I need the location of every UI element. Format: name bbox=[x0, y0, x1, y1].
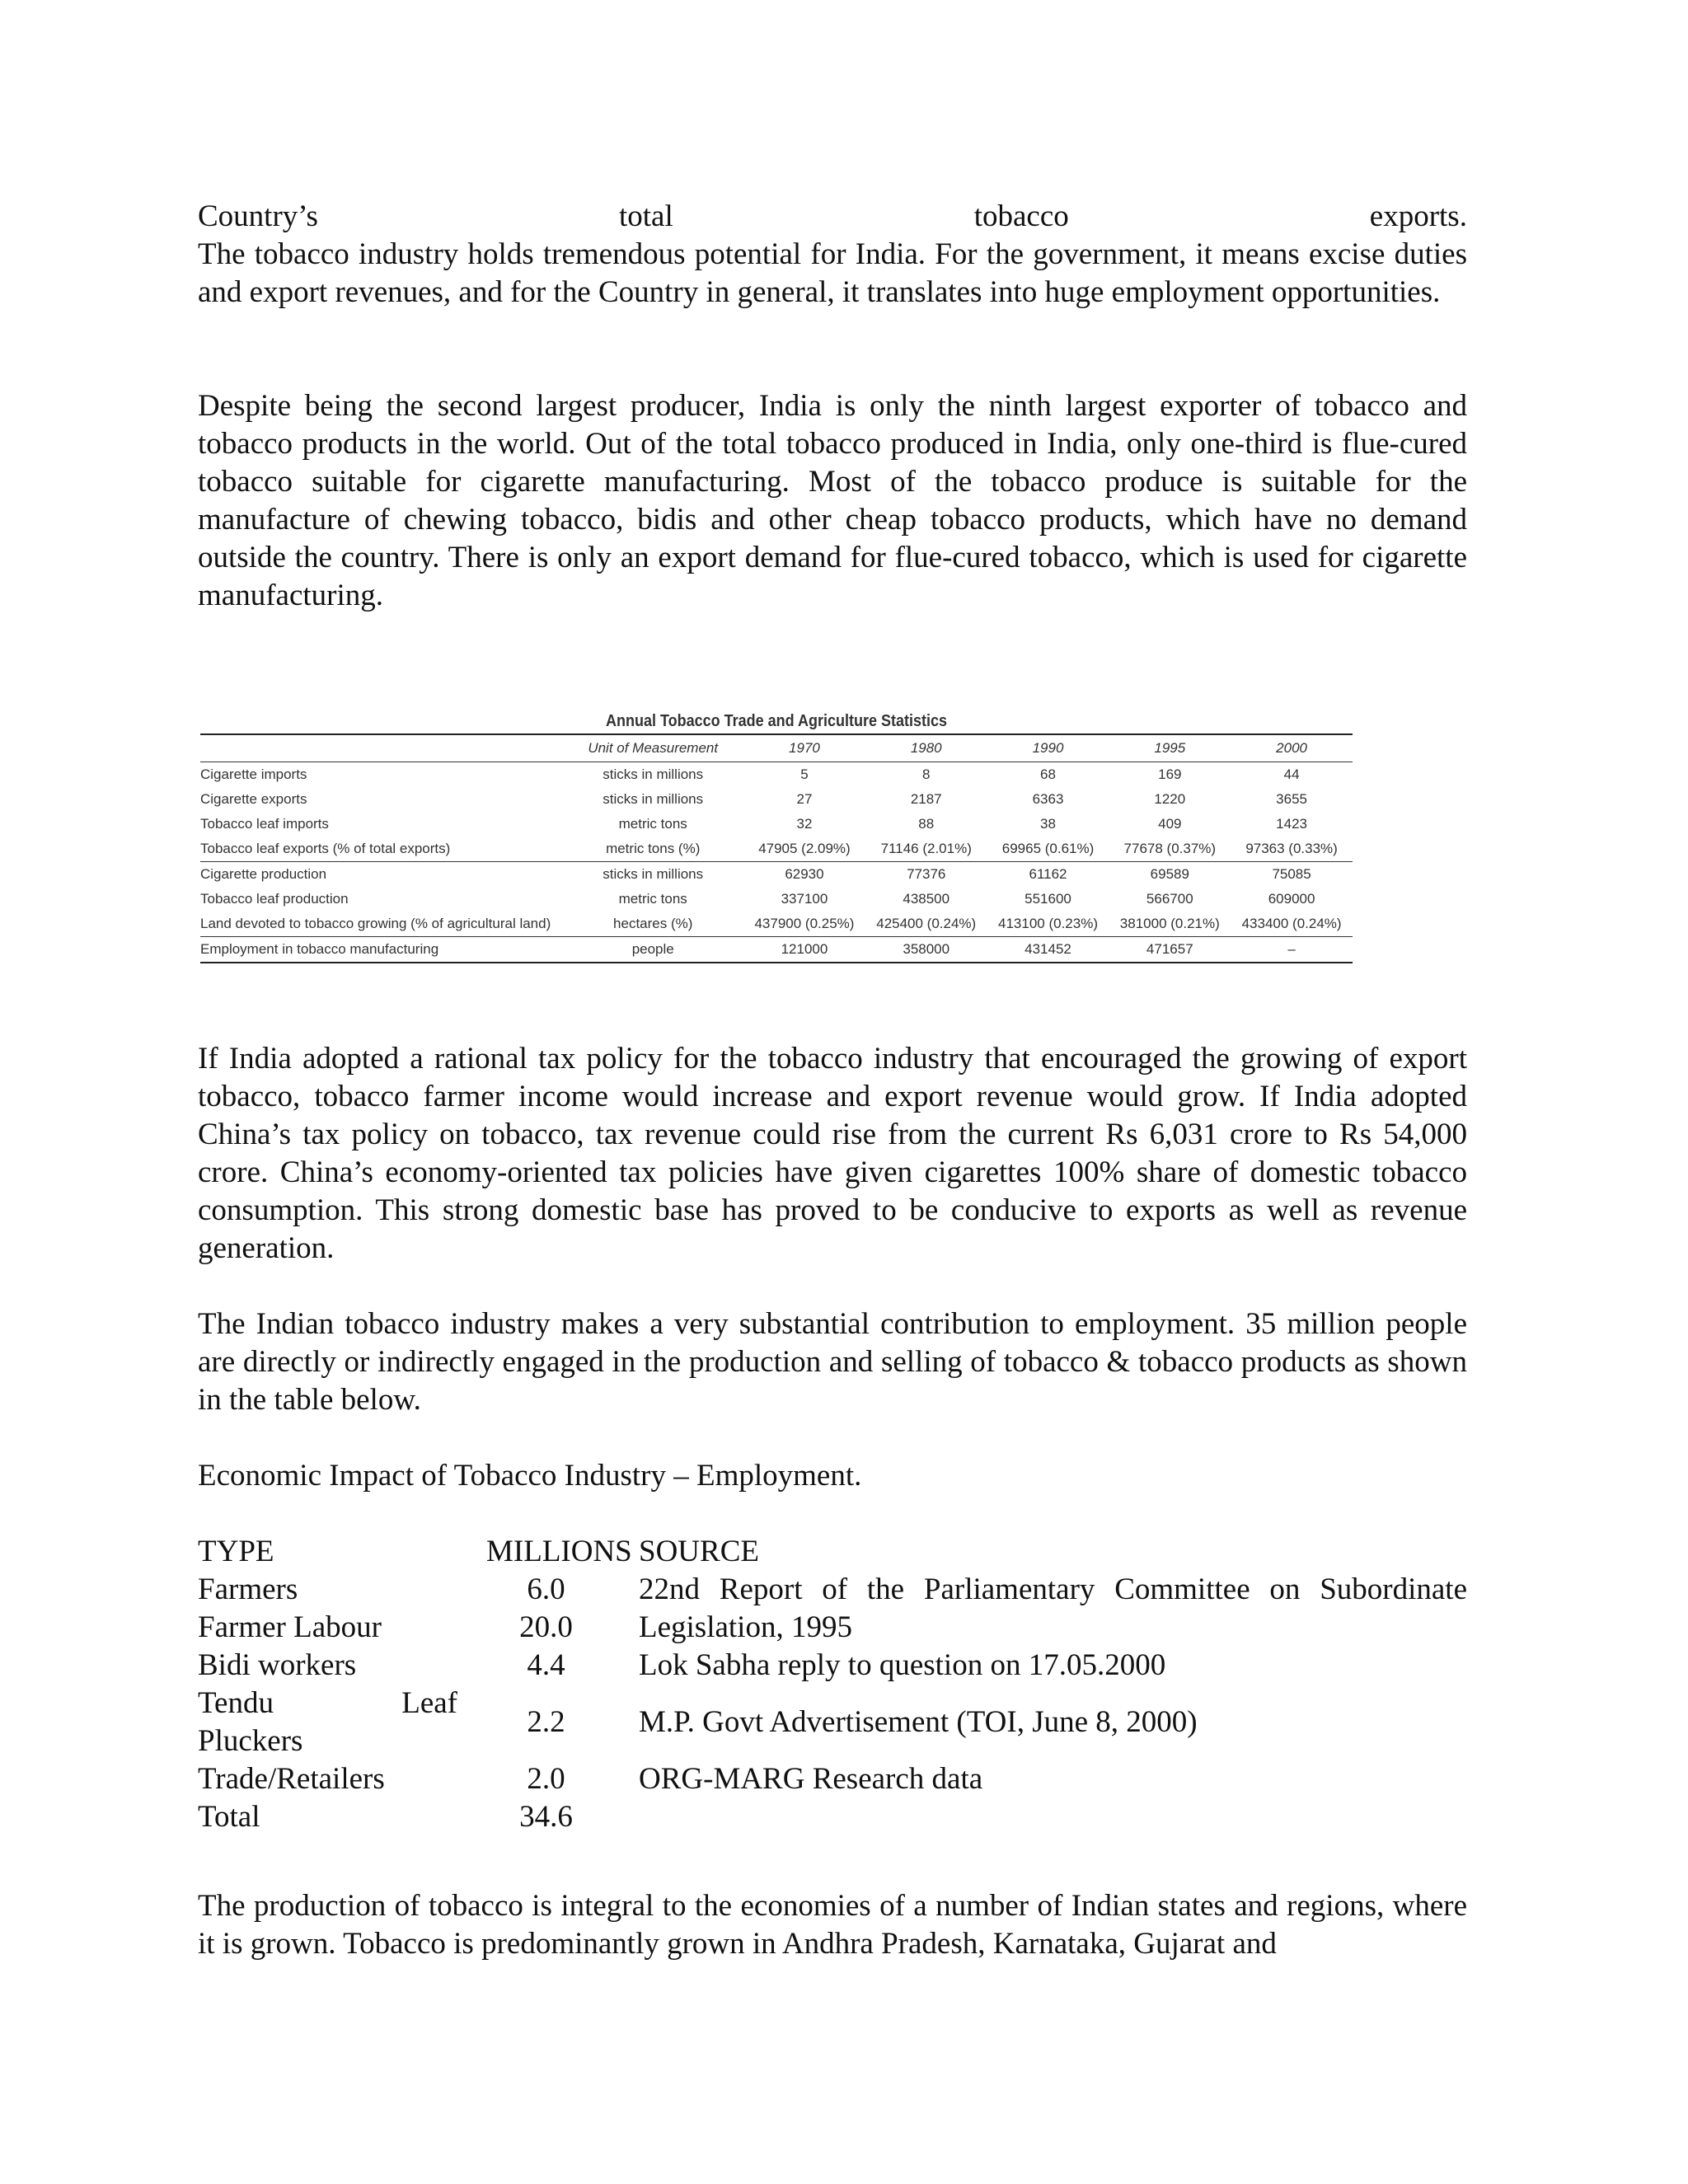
millions-cell: 20.0 bbox=[519, 1610, 573, 1644]
cell: 1220 bbox=[1154, 791, 1186, 807]
cell: 413100 (0.23%) bbox=[998, 916, 1098, 931]
cell: 381000 (0.21%) bbox=[1119, 916, 1220, 931]
paragraph-text: The tobacco industry holds tremendous potential for India. For the government, it means excise duties and export revenues, and for the Country in general, it translates into huge employment opportunities. bbox=[198, 237, 1467, 309]
cell: – bbox=[1287, 941, 1296, 957]
cell: 97363 (0.33%) bbox=[1245, 841, 1338, 856]
cell: 77678 (0.37%) bbox=[1123, 841, 1217, 856]
type-cell: Farmer Labour bbox=[198, 1610, 382, 1644]
row-unit: sticks in millions bbox=[603, 866, 704, 882]
type-cell: Total bbox=[198, 1800, 260, 1834]
row-label: Tobacco leaf imports bbox=[200, 816, 329, 832]
paragraph-employment: The Indian tobacco industry makes a very substantial contribution to employment. 35 million people are directly or indirectly engaged in the production and selling of tobacco & tobacco products as shown in the table below. bbox=[198, 1307, 1467, 1417]
cell: 44 bbox=[1283, 766, 1300, 782]
cell: 61162 bbox=[1029, 866, 1067, 882]
employment-header-row bbox=[198, 1533, 1467, 1571]
cell: 71146 (2.01%) bbox=[880, 841, 972, 856]
cell: 609000 bbox=[1268, 891, 1315, 907]
employment-row bbox=[198, 1647, 1467, 1685]
table-row bbox=[200, 937, 1353, 963]
cell: 169 bbox=[1158, 766, 1182, 782]
millions-cell: 2.2 bbox=[527, 1705, 565, 1739]
source-cell: Legislation, 1995 bbox=[639, 1610, 852, 1644]
cell: 75085 bbox=[1272, 866, 1311, 882]
type-cell: Bidi workers bbox=[198, 1648, 357, 1682]
cell: 88 bbox=[918, 816, 935, 832]
cell: 69965 (0.61%) bbox=[1001, 841, 1095, 856]
cell: 433400 (0.24%) bbox=[1241, 916, 1342, 931]
unit-header: Unit of Measurement bbox=[588, 740, 719, 756]
row-unit: metric tons bbox=[618, 816, 687, 832]
row-unit: sticks in millions bbox=[603, 791, 704, 807]
exports-line bbox=[198, 198, 1467, 236]
row-unit: sticks in millions bbox=[603, 766, 704, 782]
source-cell: M.P. Govt Advertisement (TOI, June 8, 2000) bbox=[639, 1705, 1198, 1739]
type-cell: Trade/Retailers bbox=[198, 1762, 385, 1796]
employment-row bbox=[198, 1571, 1467, 1609]
table-row bbox=[200, 887, 1353, 912]
employment-row bbox=[198, 1685, 1467, 1760]
millions-header: MILLIONS bbox=[486, 1535, 632, 1568]
millions-cell: 4.4 bbox=[527, 1648, 565, 1682]
cell: 38 bbox=[1040, 816, 1056, 832]
cell: 3655 bbox=[1276, 791, 1307, 807]
cell: 62930 bbox=[785, 866, 824, 882]
year-header: 1970 bbox=[789, 740, 820, 756]
table-row bbox=[200, 787, 1353, 812]
row-label: Tobacco leaf exports (% of total exports) bbox=[200, 841, 451, 856]
row-label: Cigarette production bbox=[200, 866, 327, 882]
cell: 551600 bbox=[1025, 891, 1071, 907]
cell: 471657 bbox=[1146, 941, 1193, 957]
row-unit: metric tons bbox=[618, 891, 687, 907]
cell: 121000 bbox=[781, 941, 828, 957]
paragraph-states: The production of tobacco is integral to the economies of a number of Indian states and regions, where it is grown. Tobacco is predominantly grown in Andhra Pradesh, Karnataka, Gujarat and bbox=[198, 1889, 1467, 1961]
table-caption: Economic Impact of Tobacco Industry – Employment. bbox=[198, 1459, 862, 1493]
word: Tendu bbox=[198, 1686, 274, 1720]
cell: 425400 (0.24%) bbox=[876, 916, 977, 931]
cell: 409 bbox=[1158, 816, 1182, 832]
cell: 437900 (0.25%) bbox=[754, 916, 855, 931]
word: Pluckers bbox=[198, 1724, 303, 1758]
employment-total-row bbox=[198, 1798, 1467, 1836]
word: exports. bbox=[1369, 199, 1467, 233]
word: tobacco bbox=[973, 199, 1069, 233]
cell: 431452 bbox=[1025, 941, 1071, 957]
row-label: Cigarette exports bbox=[200, 791, 307, 807]
source-header: SOURCE bbox=[639, 1535, 759, 1568]
year-header: 2000 bbox=[1276, 740, 1307, 756]
cell: 69589 bbox=[1150, 866, 1189, 882]
cell: 337100 bbox=[781, 891, 828, 907]
employment-row bbox=[198, 1760, 1467, 1798]
word: total bbox=[618, 199, 673, 233]
year-header: 1995 bbox=[1154, 740, 1186, 756]
tobacco-statistics-table bbox=[200, 709, 1353, 963]
cell: 1423 bbox=[1276, 816, 1307, 832]
cell: 27 bbox=[796, 791, 813, 807]
cell: 8 bbox=[922, 766, 931, 782]
table-row bbox=[200, 912, 1353, 937]
year-header: 1990 bbox=[1032, 740, 1064, 756]
type-cell bbox=[198, 1685, 457, 1760]
row-label: Cigarette imports bbox=[200, 766, 307, 782]
table-title: Annual Tobacco Trade and Agriculture Statistics bbox=[605, 712, 948, 730]
source-cell: Lok Sabha reply to question on 17.05.2000 bbox=[639, 1648, 1166, 1682]
row-label: Land devoted to tobacco growing (% of agricultural land) bbox=[200, 916, 551, 931]
cell: 47905 (2.09%) bbox=[758, 841, 851, 856]
cell: 32 bbox=[796, 816, 813, 832]
source-cell bbox=[639, 1798, 1467, 1836]
millions-cell: 6.0 bbox=[527, 1572, 565, 1606]
row-label: Tobacco leaf production bbox=[200, 891, 349, 907]
table-header-row bbox=[200, 735, 1353, 762]
year-header: 1980 bbox=[910, 740, 942, 756]
source-cell: 22nd Report of the Parliamentary Committee on Subordinate bbox=[639, 1572, 1467, 1606]
word: Country’s bbox=[198, 199, 318, 233]
row-unit: metric tons (%) bbox=[606, 841, 701, 856]
cell: 438500 bbox=[903, 891, 950, 907]
paragraph-tax-policy: If India adopted a rational tax policy for the tobacco industry that encouraged the growing of export tobacco, tobacco farmer income would increase and export revenue would grow. If India adopted China’s tax policy on tobacco, tax revenue could rise from the current Rs 6,031 crore to Rs 54,000 crore. China’s economy-oriented tax policies have given cigarettes 100% share of domestic tobacco consumption. This strong domestic base has proved to be conducive to exports as well as revenue generation. bbox=[198, 1042, 1467, 1265]
cell: 6363 bbox=[1032, 791, 1064, 807]
type-cell: Farmers bbox=[198, 1572, 298, 1606]
cell: 5 bbox=[800, 766, 809, 782]
source-cell: ORG-MARG Research data bbox=[639, 1762, 983, 1796]
row-unit: hectares (%) bbox=[613, 916, 693, 931]
employment-table bbox=[198, 1533, 1467, 1836]
table-row bbox=[200, 812, 1353, 837]
row-label: Employment in tobacco manufacturing bbox=[200, 941, 439, 957]
employment-row bbox=[198, 1609, 1467, 1647]
millions-cell: 2.0 bbox=[527, 1762, 565, 1796]
row-unit: people bbox=[631, 941, 674, 957]
paragraph-export-ranking: Despite being the second largest producer, India is only the ninth largest exporter of tobacco and tobacco products in the world. Out of the total tobacco produced in India, only one-third is flue-cured tobacco suitable for cigarette manufacturing. Most of the tobacco produce is suitable for the manufacture of chewing tobacco, bidis and other cheap tobacco products, which have no demand outside the country. There is only an export demand for flue-cured tobacco, which is used for cigarette manufacturing. bbox=[198, 389, 1467, 612]
word: Leaf bbox=[401, 1686, 457, 1720]
cell: 566700 bbox=[1146, 891, 1193, 907]
table-row bbox=[200, 762, 1353, 787]
table-row bbox=[200, 862, 1353, 887]
millions-cell: 34.6 bbox=[519, 1800, 573, 1834]
cell: 68 bbox=[1040, 766, 1056, 782]
cell: 2187 bbox=[910, 791, 942, 807]
cell: 358000 bbox=[903, 941, 950, 957]
table-row bbox=[200, 837, 1353, 862]
type-header: TYPE bbox=[198, 1535, 274, 1568]
cell: 77376 bbox=[907, 866, 946, 882]
paragraph-tobacco-potential bbox=[198, 198, 1467, 312]
